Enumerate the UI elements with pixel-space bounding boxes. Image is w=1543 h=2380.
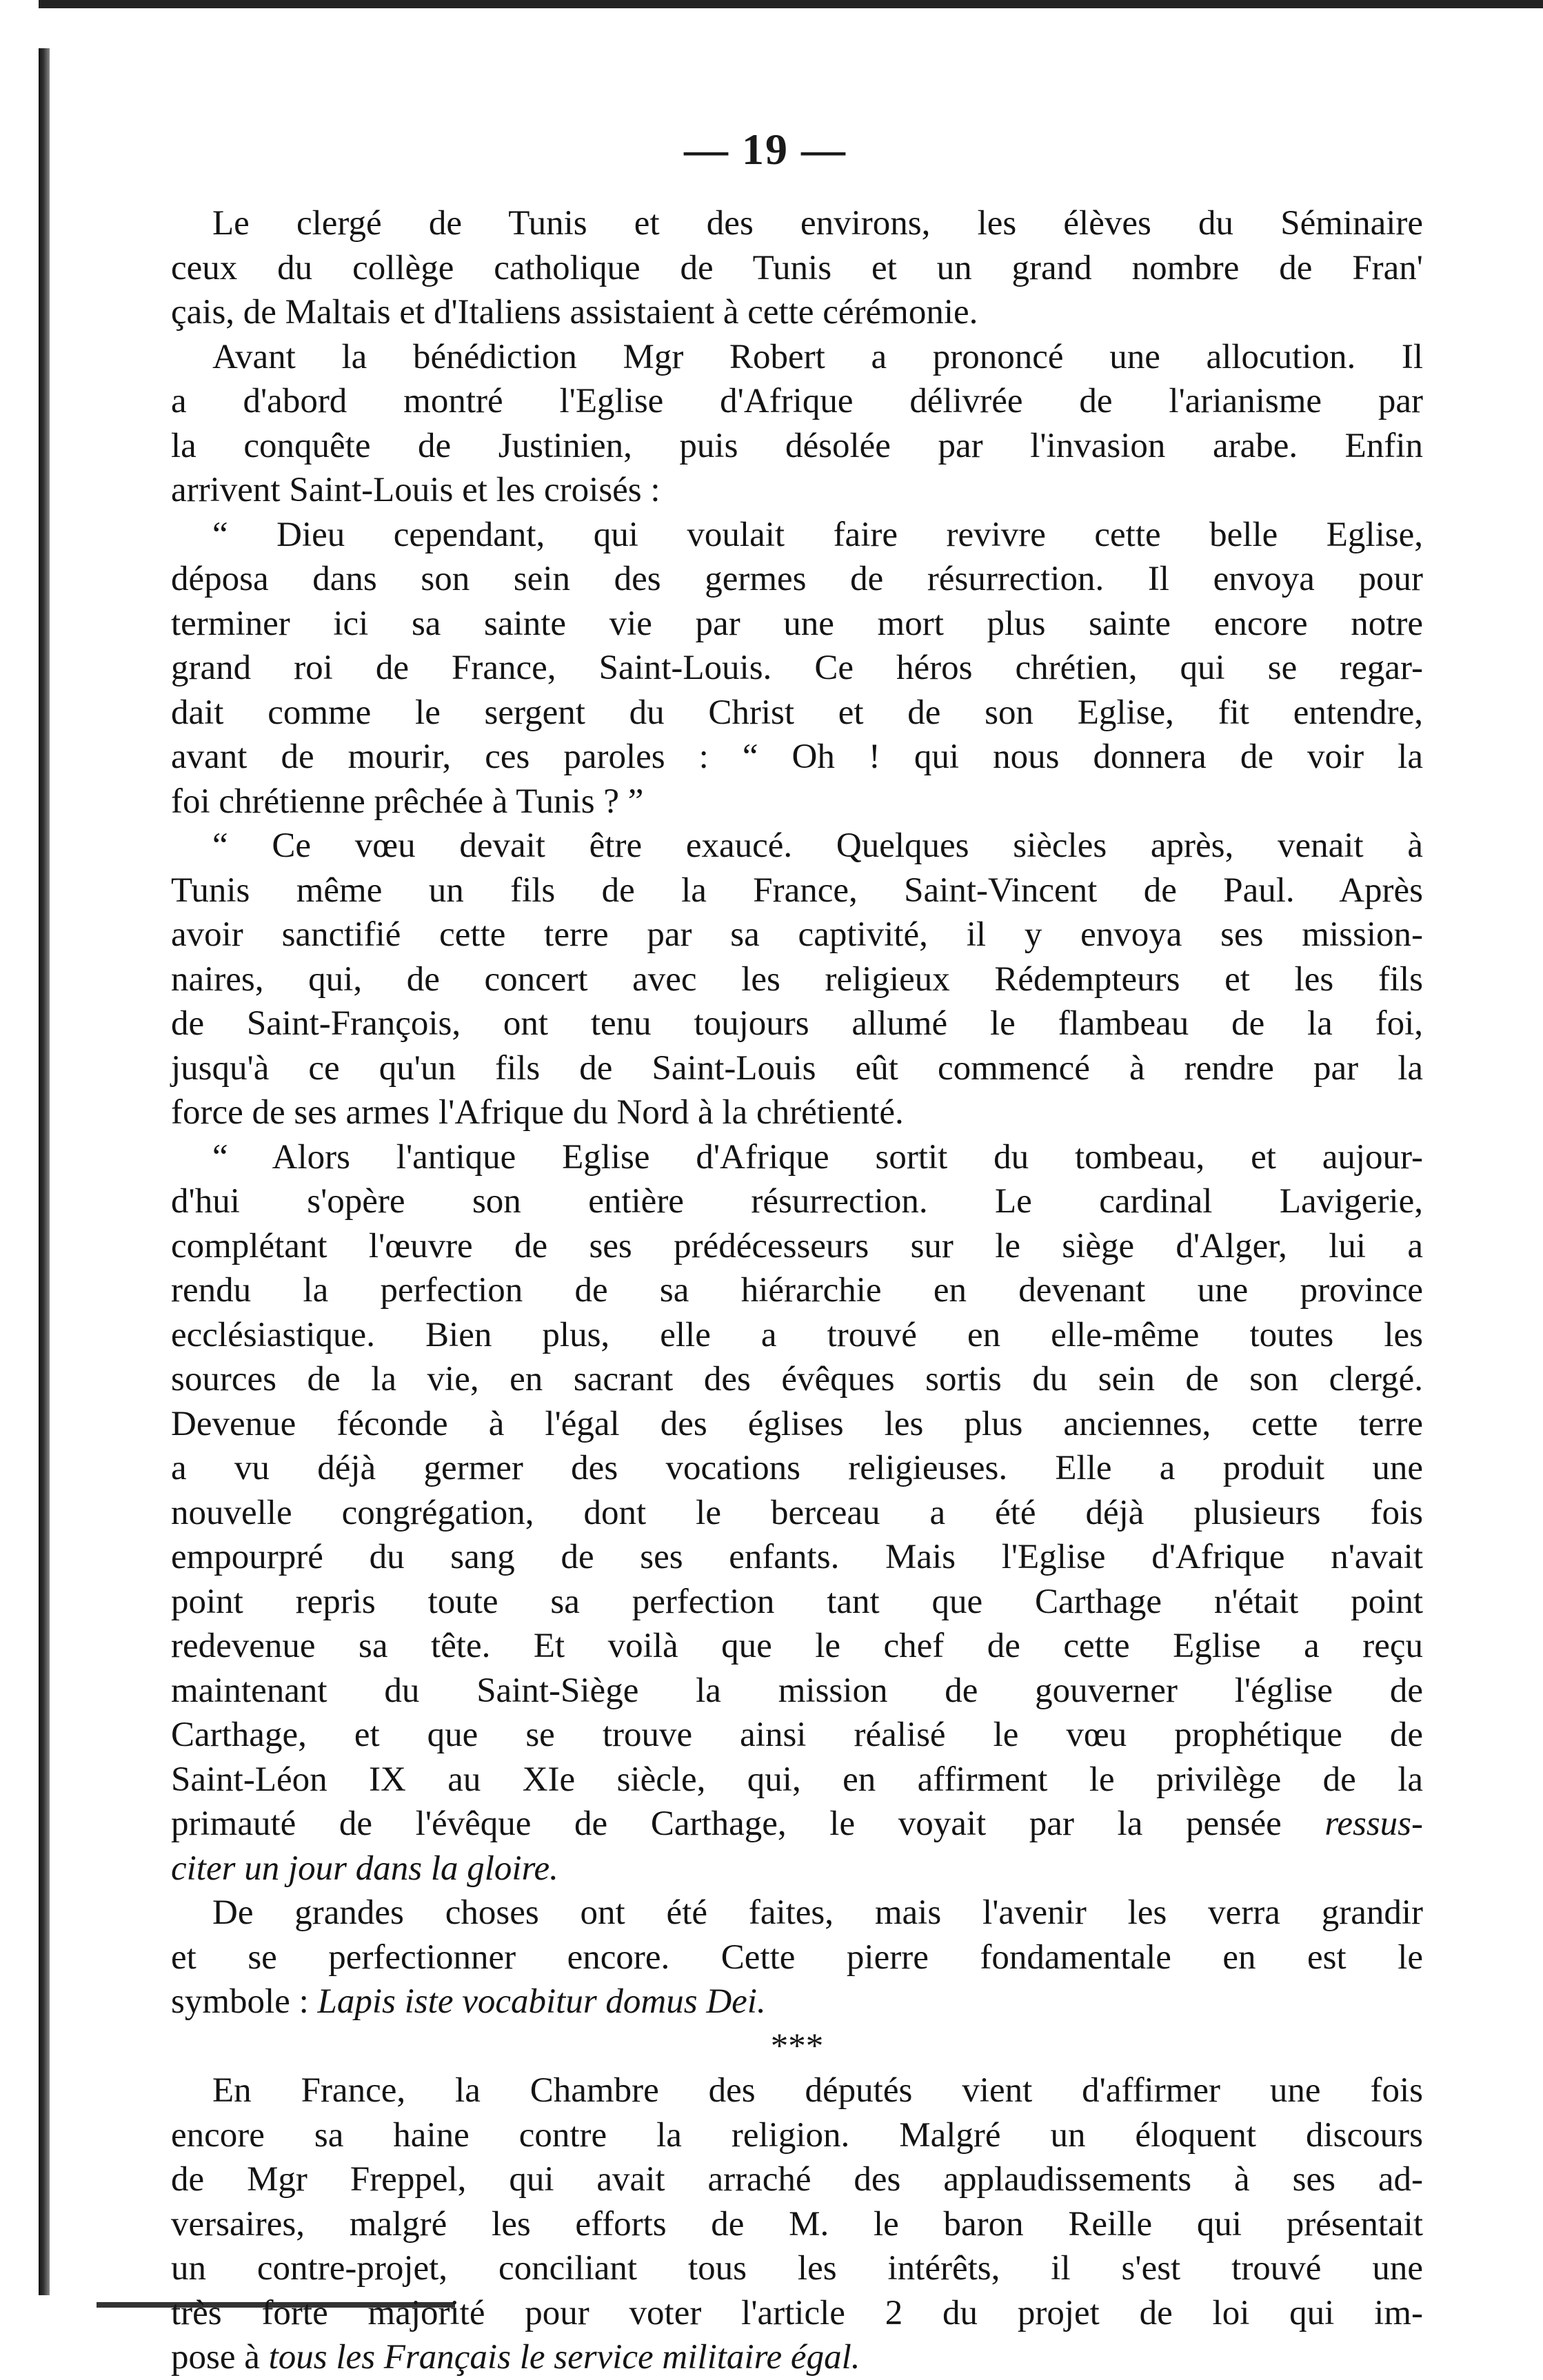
italic-text: citer un jour dans la gloire. bbox=[171, 1849, 558, 1888]
text-line bbox=[171, 2335, 1423, 2380]
text-segment: avant de mourir, ces paroles : “ Oh ! qui nous donnera de voir la bbox=[171, 738, 1423, 776]
text-segment: empourpré du sang de ses enfants. Mais l'Eglise d'Afrique n'avait bbox=[171, 1538, 1423, 1576]
text-segment: versaires, malgré les efforts de M. le baron Reille qui présentait bbox=[171, 2204, 1423, 2244]
text-segment: force de ses armes l'Afrique du Nord à la chrétienté. bbox=[171, 1093, 904, 1132]
text-segment: nouvelle congrégation, dont le berceau a été déjà plusieurs fois bbox=[171, 1493, 1423, 1532]
text-line bbox=[171, 691, 1423, 735]
text-segment: redevenue sa tête. Et voilà que le chef de cette Eglise a reçu bbox=[171, 1627, 1423, 1665]
scan-edge-left bbox=[39, 48, 50, 2295]
text-segment: a vu déjà germer des vocations religieuses. Elle a produit une bbox=[171, 1449, 1423, 1487]
text-segment: “ Ce vœu devait être exaucé. Quelques siècles après, venait à bbox=[212, 826, 1423, 865]
text-line bbox=[171, 1758, 1423, 1802]
text-line bbox=[171, 1357, 1423, 1402]
text-line bbox=[171, 1446, 1423, 1491]
text-segment: encore sa haine contre la religion. Malgré un éloquent discours bbox=[171, 2115, 1423, 2155]
text-segment: terminer ici sa sainte vie par une mort plus sainte encore notre bbox=[171, 604, 1423, 643]
text-segment: Le clergé de Tunis et des environs, les élèves du Séminaire bbox=[212, 204, 1423, 243]
text-line bbox=[171, 2157, 1423, 2202]
text-line bbox=[171, 1580, 1423, 1625]
text-segment: Avant la bénédiction Mgr Robert a prononcé une allocution. Il bbox=[212, 337, 1423, 376]
italic-text: Lapis iste vocabitur domus Dei. bbox=[317, 1982, 766, 2021]
text-line bbox=[171, 246, 1423, 291]
text-line bbox=[171, 424, 1423, 469]
text-segment: En France, la Chambre des députés vient d'affirmer une fois bbox=[212, 2071, 1423, 2110]
text-line bbox=[171, 1802, 1423, 1847]
text-segment: avoir sanctifié cette terre par sa captivité, il y envoya ses mission- bbox=[171, 915, 1423, 954]
text-line bbox=[171, 1847, 1423, 1891]
text-line bbox=[171, 1001, 1423, 1046]
text-line bbox=[171, 735, 1423, 780]
text-segment: Devenue féconde à l'égal des églises les plus anciennes, cette terre bbox=[171, 1404, 1423, 1443]
scan-edge-top bbox=[39, 0, 1543, 8]
text-line bbox=[171, 1669, 1423, 1713]
text-line bbox=[171, 1224, 1423, 1269]
text-segment: point repris toute sa perfection tant que Carthage n'était point bbox=[171, 1582, 1423, 1621]
text-segment: arrivent Saint-Louis et les croisés : bbox=[171, 471, 660, 509]
text-line bbox=[171, 1980, 1423, 2024]
text-segment: de Mgr Freppel, qui avait arraché des applaudissements à ses ad- bbox=[171, 2160, 1423, 2199]
text-line bbox=[171, 2068, 1423, 2113]
text-segment: dait comme le sergent du Christ et de son Eglise, fit entendre, bbox=[171, 693, 1423, 732]
text-segment: la conquête de Justinien, puis désolée par l'invasion arabe. Enfin bbox=[171, 426, 1423, 465]
text-line bbox=[171, 513, 1423, 558]
text-segment: et se perfectionner encore. Cette pierre fondamentale en est le bbox=[171, 1937, 1423, 1977]
text-segment: de Saint-François, ont tenu toujours allumé le flambeau de la foi, bbox=[171, 1004, 1423, 1043]
text-line bbox=[171, 557, 1423, 602]
text-line bbox=[171, 602, 1423, 647]
page-number: — 19 — bbox=[684, 125, 847, 174]
text-segment: “ Dieu cependant, qui voulait faire revivre cette belle Eglise, bbox=[212, 515, 1423, 554]
text-line bbox=[171, 1402, 1423, 1447]
text-line bbox=[171, 1313, 1423, 1358]
text-line bbox=[171, 646, 1423, 691]
text-line bbox=[171, 913, 1423, 957]
text-segment: De grandes choses ont été faites, mais l'avenir les verra grandir bbox=[212, 1893, 1423, 1932]
text-segment: ecclésiastique. Bien plus, elle a trouvé en elle-même toutes les bbox=[171, 1315, 1423, 1354]
text-line bbox=[171, 1935, 1423, 1980]
text-line bbox=[171, 201, 1423, 246]
text-segment: d'hui s'opère son entière résurrection. Le cardinal Lavigerie, bbox=[171, 1182, 1423, 1221]
text-line bbox=[171, 957, 1423, 1002]
text-line bbox=[171, 2024, 1423, 2069]
text-segment: Carthage, et que se trouve ainsi réalisé le vœu prophétique de bbox=[171, 1716, 1423, 1754]
italic-text: tous les Français le service militaire égal. bbox=[268, 2338, 860, 2377]
text-line bbox=[171, 780, 1423, 824]
text-line bbox=[171, 1713, 1423, 1758]
text-line bbox=[171, 1090, 1423, 1135]
text-line bbox=[171, 379, 1423, 424]
text-segment: çais, de Maltais et d'Italiens assistaient à cette cérémonie. bbox=[171, 293, 978, 332]
text-segment: jusqu'à ce qu'un fils de Saint-Louis eût commencé à rendre par la bbox=[171, 1048, 1423, 1088]
text-line bbox=[171, 2291, 1423, 2336]
text-segment: déposa dans son sein des germes de résurrection. Il envoya pour bbox=[171, 560, 1423, 598]
text-line bbox=[171, 2202, 1423, 2247]
text-segment: un contre-projet, conciliant tous les intérêts, il s'est trouvé une bbox=[171, 2249, 1423, 2288]
text-segment: ceux du collège catholique de Tunis et un grand nombre de Fran' bbox=[171, 248, 1423, 287]
text-segment: sources de la vie, en sacrant des évêques sortis du sein de son clergé. bbox=[171, 1360, 1423, 1398]
text-line bbox=[171, 335, 1423, 380]
text-line bbox=[171, 1491, 1423, 1536]
text-line bbox=[171, 2246, 1423, 2291]
text-segment: symbole : bbox=[171, 1982, 318, 2021]
text-segment: Tunis même un fils de la France, Saint-Vincent de Paul. Après bbox=[171, 871, 1423, 910]
italic-text: ressus- bbox=[1324, 1804, 1423, 1843]
text-line bbox=[171, 1135, 1423, 1180]
text-segment: naires, qui, de concert avec les religieux Rédempteurs et les fils bbox=[171, 959, 1423, 999]
text-line bbox=[171, 468, 1423, 513]
text-segment: maintenant du Saint-Siège la mission de gouverner l'église de bbox=[171, 1671, 1423, 1710]
text-line bbox=[171, 1268, 1423, 1313]
text-line bbox=[171, 824, 1423, 868]
text-line bbox=[171, 1535, 1423, 1580]
text-segment: grand roi de France, Saint-Louis. Ce héros chrétien, qui se regar- bbox=[171, 649, 1423, 687]
text-segment: primauté de l'évêque de Carthage, le voyait par la pensée bbox=[171, 1804, 1325, 1843]
text-segment: “ Alors l'antique Eglise d'Afrique sortit du tombeau, et aujour- bbox=[212, 1137, 1423, 1177]
text-segment: complétant l'œuvre de ses prédécesseurs sur le siège d'Alger, lui a bbox=[171, 1226, 1423, 1265]
text-line bbox=[171, 1046, 1423, 1091]
text-line bbox=[171, 1179, 1423, 1224]
text-segment: a d'abord montré l'Eglise d'Afrique délivrée de l'arianisme par bbox=[171, 382, 1423, 420]
text-segment: *** bbox=[770, 2026, 824, 2066]
text-segment: pose à bbox=[171, 2338, 269, 2377]
text-line bbox=[171, 868, 1423, 913]
text-segment: rendu la perfection de sa hiérarchie en devenant une province bbox=[171, 1271, 1423, 1310]
text-line bbox=[171, 1891, 1423, 1935]
text-line bbox=[171, 1624, 1423, 1669]
text-line bbox=[171, 290, 1423, 335]
text-segment: très forte majorité pour voter l'article 2 du projet de loi qui im- bbox=[171, 2293, 1423, 2332]
text-line bbox=[171, 2113, 1423, 2158]
text-segment: Saint-Léon IX au XIe siècle, qui, en affirment le privilège de la bbox=[171, 1760, 1423, 1799]
text-segment: foi chrétienne prêchée à Tunis ? ” bbox=[171, 782, 644, 821]
body-text bbox=[171, 201, 1423, 2380]
